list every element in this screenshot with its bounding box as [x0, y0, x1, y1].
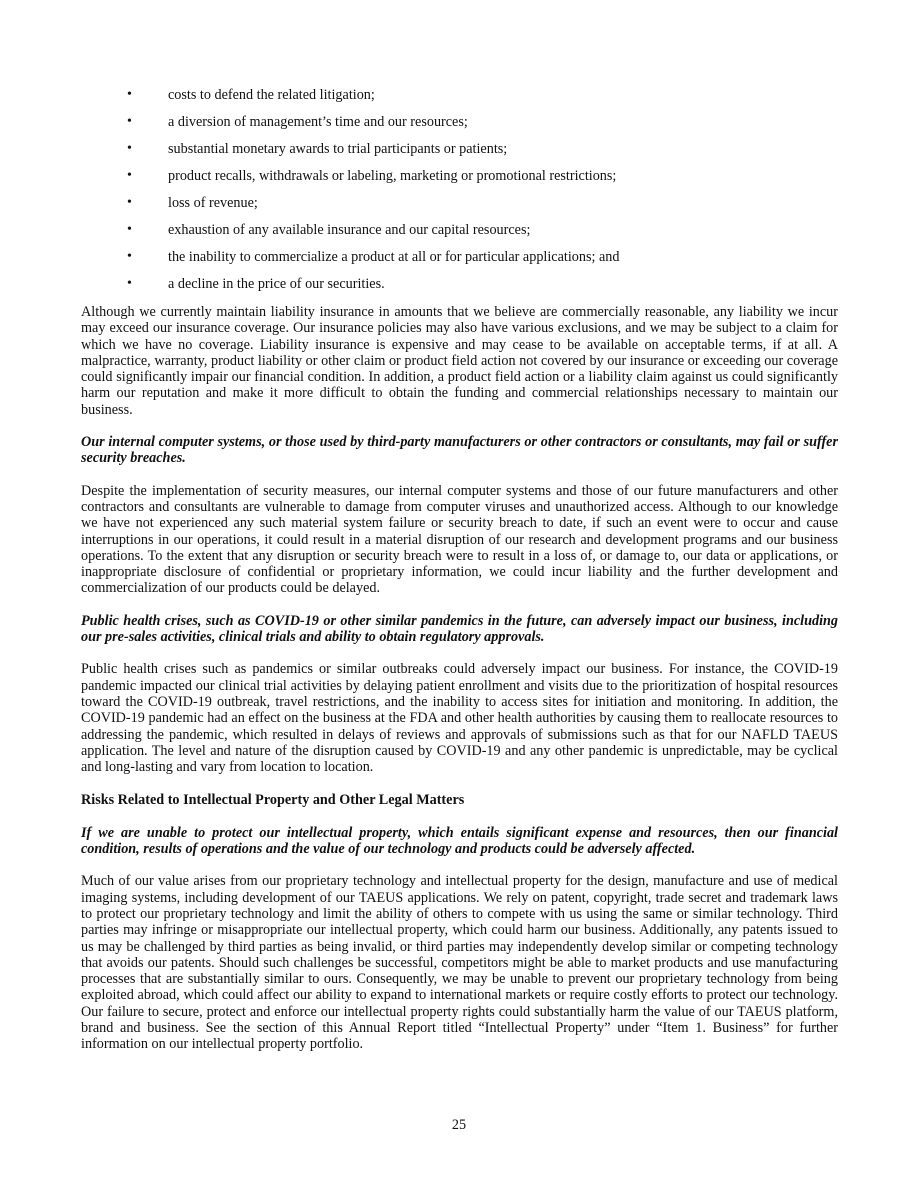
list-item-text: exhaustion of any available insurance and our capital resources; — [168, 222, 531, 238]
bullet-icon: • — [127, 195, 132, 210]
bullet-icon: • — [127, 141, 132, 156]
list-item-text: product recalls, withdrawals or labeling, marketing or promotional restrictions; — [168, 168, 617, 184]
covid-risk-heading: Public health crises, such as COVID-19 or other similar pandemics in the future, can adversely impact our business, including our pre-sales activities, clinical trials and ability to obtain regulatory approvals. — [81, 612, 838, 646]
list-item — [81, 273, 838, 300]
list-item-text: costs to defend the related litigation; — [168, 87, 375, 103]
bullet-list — [81, 84, 838, 300]
list-item — [81, 138, 838, 165]
section-heading: Risks Related to Intellectual Property and Other Legal Matters — [81, 792, 465, 809]
security-risk-heading: Our internal computer systems, or those used by third-party manufacturers or other contractors or consultants, may fail or suffer security breaches. — [81, 434, 838, 467]
covid-risk-paragraph: Public health crises such as pandemics or similar outbreaks could adversely impact our business. For instance, the COVID-19 pandemic impacted our clinical trial activities by delaying patient enrollment and visits due to the prioritization of hospital resources toward the COVID-19 outbreak, travel restrictions, and the inability to access sites for initiation and monitoring. In addition, the COVID-19 pandemic had an effect on the business at the FDA and other health authorities by causing them to reallocate resources to addressing the pandemic, which resulted in delays of reviews and approvals of submissions such as that for our NAFLD TAEUS application. The level and nature of the disruption caused by COVID-19 and any other pandemic is unpredictable, may be cyclical and long-lasting and vary from location to location. — [81, 661, 838, 776]
list-item — [81, 246, 838, 273]
bullet-icon: • — [127, 249, 132, 264]
list-item-text: substantial monetary awards to trial participants or patients; — [168, 141, 508, 157]
liability-insurance-paragraph: Although we currently maintain liability insurance in amounts that we believe are commercially reasonable, any liability we incur may exceed our insurance coverage. Our insurance policies may also have various exclusions, and we may be subject to a claim for which we have no coverage. Liability insurance is expensive and may cease to be available on acceptable terms, if at all. A malpractice, warranty, product liability or other claim or product field action not covered by our insurance or exceeding our coverage could significantly impair our financial condition. In addition, a product field action or a liability claim against us could significantly harm our reputation and make it more difficult to obtain the funding and commercial relationships necessary to maintain our business. — [81, 304, 838, 418]
list-item-text: the inability to commercialize a product at all or for particular applications; and — [168, 249, 620, 265]
list-item-text: a decline in the price of our securities. — [168, 276, 385, 292]
security-risk-paragraph: Despite the implementation of security measures, our internal computer systems and those of our future manufacturers and other contractors and consultants are vulnerable to damage from computer viruses and unauthorized access. Although to our knowledge we have not experienced any such material system failure or security breach to date, if such an event were to occur and cause interruptions in our operations, it could result in a material disruption of our research and development programs and our business operations. To the extent that any disruption or security breach were to result in a loss of, or damage to, our data or applications, or inappropriate disclosure of confidential or proprietary information, we could incur liability and the further development and commercialization of our products could be delayed. — [81, 482, 838, 597]
list-item — [81, 111, 838, 138]
list-item — [81, 165, 838, 192]
ip-risk-heading: If we are unable to protect our intellectual property, which entails significant expense and resources, then our financial condition, results of operations and the value of our technology and products could be adversely affected. — [81, 824, 838, 858]
ip-risk-paragraph: Much of our value arises from our proprietary technology and intellectual property for the design, manufacture and use of medical imaging systems, including development of our TAEUS applications. We rely on patent, copyright, trade secret and trademark laws to protect our proprietary technology and limit the ability of others to compete with us using the same or similar technology. Third parties may infringe or misappropriate our intellectual property, which could harm our business. Additionally, any patents issued to us may be challenged by third parties as being invalid, or third parties may independently develop similar or competing technology that avoids our patents. Should such challenges be successful, competitors might be able to market products and use manufacturing processes that are substantially similar to ours. Consequently, we may be unable to prevent our proprietary technology from being exploited abroad, which could affect our ability to expand to international markets or require costly efforts to protect our technology. Our failure to secure, protect and enforce our intellectual property rights could substantially harm the value of our TAEUS platform, brand and business. See the section of this Annual Report titled “Intellectual Property” under “Item 1. Business” for further information on our intellectual property portfolio. — [81, 873, 838, 1053]
document-page — [81, 84, 838, 1053]
bullet-icon: • — [127, 276, 132, 291]
page-number: 25 — [451, 1117, 467, 1133]
bullet-icon: • — [127, 87, 132, 102]
bullet-icon: • — [127, 114, 132, 129]
bullet-icon: • — [127, 222, 132, 237]
list-item-text: a diversion of management’s time and our resources; — [168, 114, 468, 130]
list-item — [81, 219, 838, 246]
list-item — [81, 192, 838, 219]
list-item-text: loss of revenue; — [168, 195, 258, 211]
bullet-icon: • — [127, 168, 132, 183]
list-item — [81, 84, 838, 111]
